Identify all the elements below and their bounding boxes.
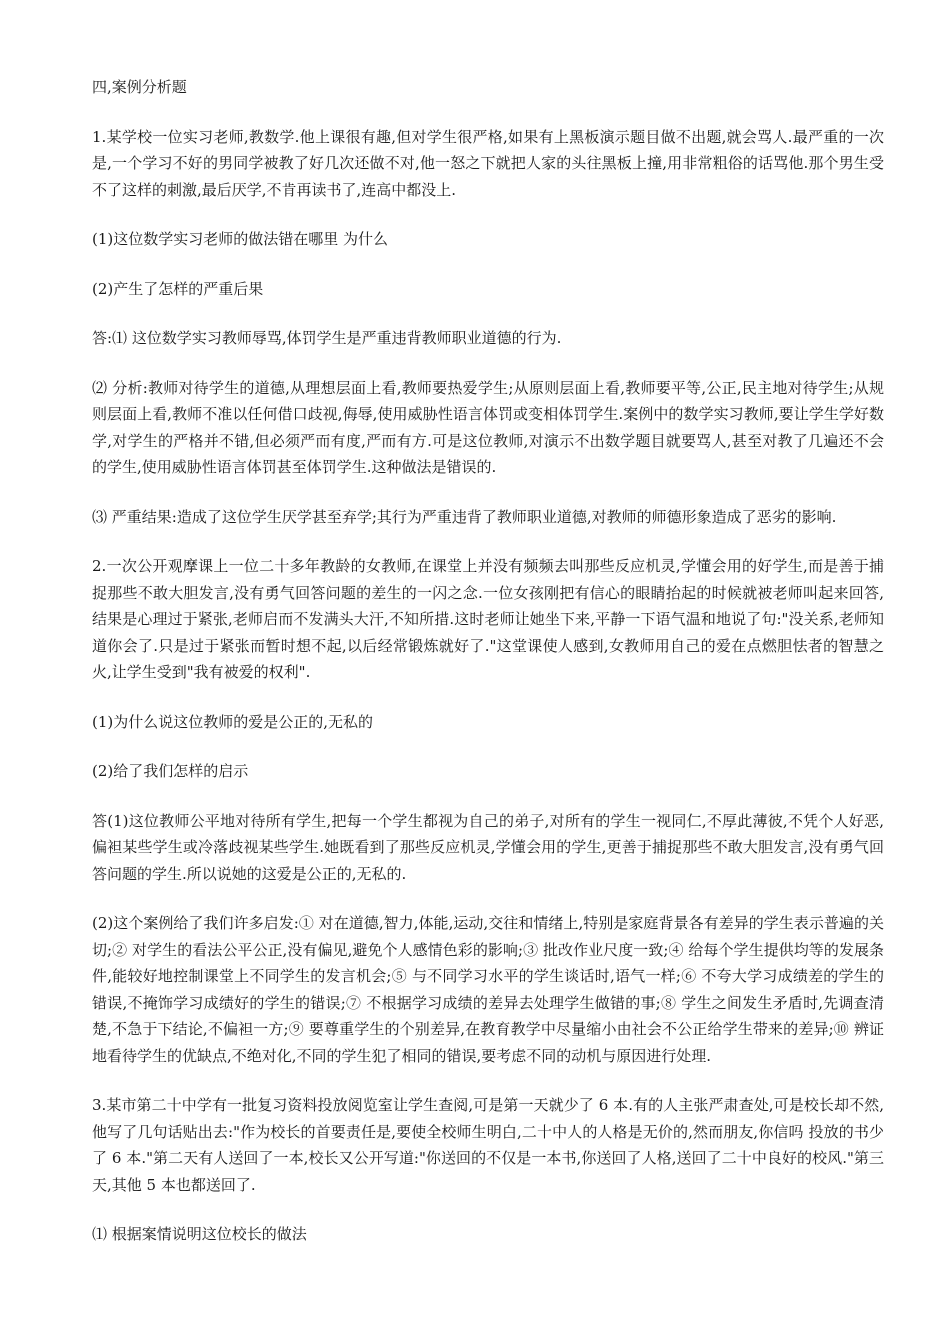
case-1-question-2: (2)产生了怎样的严重后果 [92, 279, 264, 298]
document-page [92, 74, 884, 1271]
case-2-text: 2.一次公开观摩课上一位二十多年教龄的女教师,在课堂上并没有频频去叫那些反应机灵,学懂会用的好学生,而是善于捕捉那些不敢大胆发言,没有勇气回答问题的差生的一闪之念.一位女孩刚把有信心的眼睛抬起的时候就被老师叫起来回答,结果是心理过于紧张,老师启而不发满头大汗,不知所措.这时老师让她坐下来,平静一下语气温和地说了句:"没关系,老师知道你会了.只是过于紧张而暂时想不起,以后经常锻炼就好了."这堂课使人感到,女教师用自己的爱在点燃胆怯者的智慧之火,让学生受到"我有被爱的权利". [92, 557, 884, 681]
case-1-text: 1.某学校一位实习老师,教数学.他上课很有趣,但对学生很严格,如果有上黑板演示题目做不出题,就会骂人.最严重的一次是,一个学习不好的男同学被教了好几次还做不对,他一怒之下就把人家的头往黑板上撞,用非常粗俗的话骂他.那个男生受不了这样的刺激,最后厌学,不肯再读书了,连高中都没上. [92, 127, 884, 199]
case-3-text: 3.某市第二十中学有一批复习资料投放阅览室让学生查阅,可是第一天就少了 6 本.有的人主张严肃查处,可是校长却不然,他写了几句话贴出去:"作为校长的首要责任是,要使全校师生明白,二十中人的人格是无价的,然而朋友,你信吗 投放的书少了 6 本."第二天有人送回了一本,校长又公开写道:"你送回的不仅是一本书,你送回了人格,送回了二十中良好的校风."第三天,其他 5 本也都送回了. [92, 1096, 884, 1194]
case-2-answer-1: 答(1)这位教师公平地对待所有学生,把每一个学生都视为自己的弟子,对所有的学生一视同仁,不厚此薄彼,不凭个人好恶,偏袒某些学生或冷落歧视某些学生.她既看到了那些反应机灵,学懂会用的学生,更善于捕捉那些不敢大胆发言,没有勇气回答问题的学生.所以说她的这爱是公正的,无私的. [92, 811, 884, 883]
case-1-answer-2: ⑵ 分析:教师对待学生的道德,从理想层面上看,教师要热爱学生;从原则层面上看,教师要平等,公正,民主地对待学生;从规则层面上看,教师不准以任何借口歧视,侮辱,使用威胁性语言体罚或变相体罚学生.案例中的数学实习教师,要让学生学好数学,对学生的严格并不错,但必须严而有度,严而有方.可是这位教师,对演示不出数学题目就要骂人,甚至对教了几遍还不会的学生,使用威胁性语言体罚甚至体罚学生.这种做法是错误的. [92, 378, 884, 476]
case-2-answer-2: (2)这个案例给了我们许多启发:① 对在道德,智力,体能,运动,交往和情绪上,特别是家庭背景各有差异的学生表示普遍的关切;② 对学生的看法公平公正,没有偏见,避免个人感情色彩的影响;③ 批改作业尺度一致;④ 给每个学生提供均等的发展条件,能较好地控制课堂上不同学生的发言机会;⑤ 与不同学习水平的学生谈话时,语气一样;⑥ 不夸大学习成绩差的学生的错误,不掩饰学习成绩好的学生的错误;⑦ 不根据学习成绩的差异去处理学生做错的事;⑧ 学生之间发生矛盾时,先调查清楚,不急于下结论,不偏袒一方;⑨ 要尊重学生的个别差异,在教育教学中尽量缩小由社会不公正给学生带来的差异;⑩ 辨证地看待学生的优缺点,不绝对化,不同的学生犯了相同的错误,要考虑不同的动机与原因进行处理. [92, 914, 884, 1065]
case-2-question-2: (2)给了我们怎样的启示 [92, 762, 249, 780]
case-2-question-1: (1)为什么说这位教师的爱是公正的,无私的 [92, 712, 374, 731]
case-1-answer-3: ⑶ 严重结果:造成了这位学生厌学甚至弃学;其行为严重违背了教师职业道德,对教师的师德形象造成了恶劣的影响. [92, 507, 837, 526]
case-1-answer-1: 答:⑴ 这位数学实习教师辱骂,体罚学生是严重违背教师职业道德的行为. [92, 329, 562, 347]
case-3-question-1: ⑴ 根据案情说明这位校长的做法 [92, 1225, 307, 1243]
section-heading: 四,案例分析题 [92, 78, 187, 96]
case-1-question-1: (1)这位数学实习老师的做法错在哪里 为什么 [92, 230, 389, 248]
